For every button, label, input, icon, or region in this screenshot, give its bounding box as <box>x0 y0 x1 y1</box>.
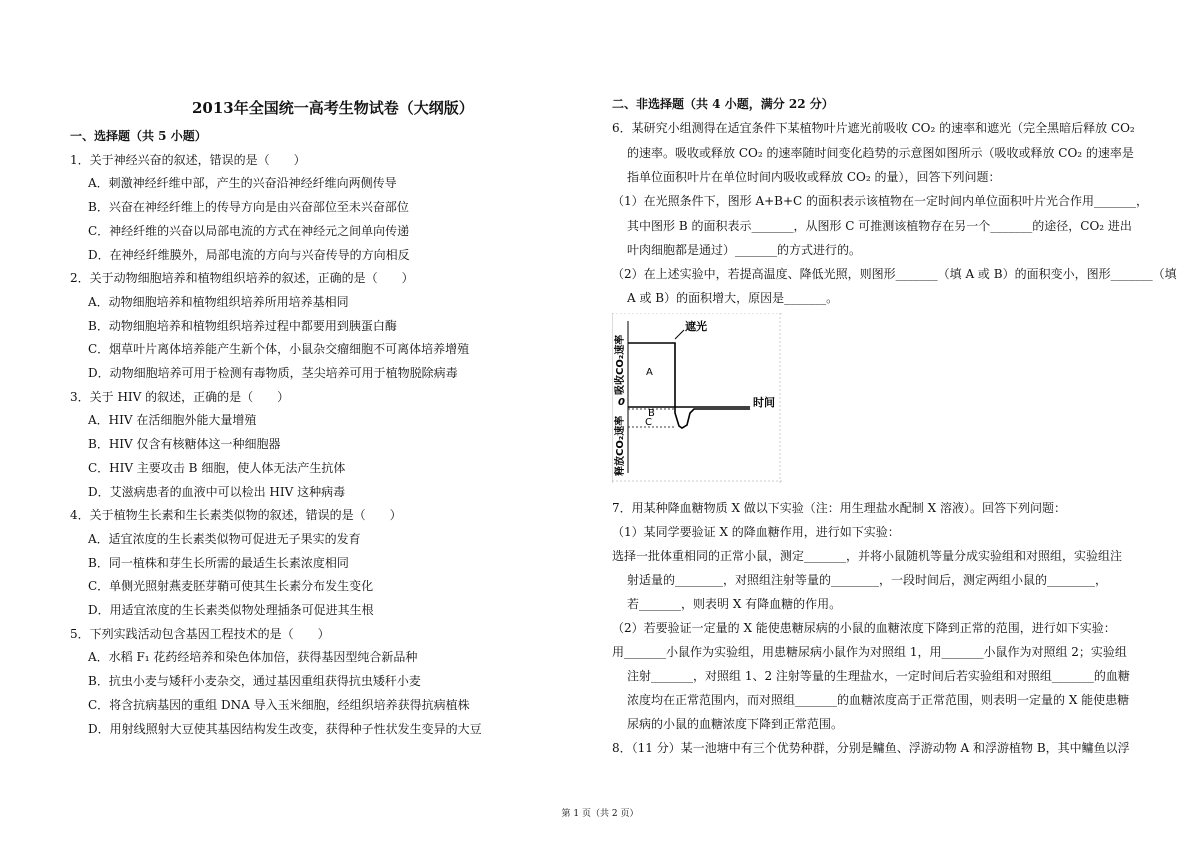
left-line: C．将含抗病基因的重组 DNA 导入玉米细胞，经组织培养获得抗病植株 <box>88 697 470 712</box>
left-line: D．用适宜浓度的生长素类似物处理插条可促进其生根 <box>88 603 374 617</box>
left-line: 5．下列实践活动包含基因工程技术的是（ ） <box>70 626 330 641</box>
left-line: A．动物细胞培养和植物组织培养所用培养基相同 <box>88 294 349 309</box>
right_bottom-line: 选择一批体重相同的正常小鼠，测定_______，并将小鼠随机等量分成实验组和对照组，实验组注 <box>612 549 1123 563</box>
left-line: B．动物细胞培养和植物组织培养过程中都要用到胰蛋白酶 <box>88 318 397 333</box>
region-b-label: B <box>648 408 655 419</box>
right_bottom-line: 浓度均在正常范围内，而对照组_______的血糖浓度高于正常范围，则表明一定量的 X 能使患糖 <box>627 693 1130 707</box>
left-line: 3．关于 HIV 的叙述，正确的是（ ） <box>70 389 290 404</box>
right_bottom-line: 8．（11 分）某一池塘中有三个优势种群，分别是鳙鱼、浮游动物 A 和浮游植物 B，其中鳙鱼以浮 <box>612 741 1130 755</box>
left-line: A．刺激神经纤维中部，产生的兴奋沿神经纤维向两侧传导 <box>88 176 397 191</box>
left-line: D．艾滋病患者的血液中可以检出 HIV 这种病毒 <box>88 484 346 499</box>
right_top-line: （2）在上述实验中，若提高温度、降低光照，则图形_______（填 A 或 B）的面积变小，图形_______（填 <box>612 267 1177 282</box>
left-line: 一、选择题（共 5 小题） <box>70 129 207 143</box>
right_bottom-line: （2）若要验证一定量的 X 能使患糖尿病的小鼠的血糖浓度下降到正常的范围，进行如下实验： <box>612 621 1116 635</box>
right_bottom-line: （1）某同学要验证 X 的降血糖作用，进行如下实验： <box>612 525 900 539</box>
right_top-line: 的速率。吸收或释放 CO₂ 的速率随时间变化趋势的示意图如图所示（吸收或释放 CO₂ 的速率是 <box>627 145 1134 160</box>
left-line: C．单侧光照射燕麦胚芽鞘可使其生长素分布发生变化 <box>88 579 374 594</box>
page-footer: 第 1 页（共 2 页） <box>561 809 639 819</box>
left-line: D．动物细胞培养可用于检测有毒物质，茎尖培养可用于植物脱除病毒 <box>88 366 458 380</box>
page-title: 2013年全国统一高考生物试卷（大纲版） <box>192 99 474 117</box>
right_bottom-line: 7．用某种降血糖物质 X 做以下实验（注：用生理盐水配制 X 溶液）。回答下列问题： <box>612 501 1066 515</box>
right_top-line: A 或 B）的面积增大，原因是_______。 <box>627 291 839 306</box>
region-c-label: C <box>645 417 652 428</box>
right_top-line: （1）在光照条件下，图形 A+B+C 的面积表示该植物在一定时间内单位面积叶片光合作用_______， <box>612 194 1149 209</box>
y-axis-down-label: 释放CO₂速率 <box>615 415 626 476</box>
left-line: B．抗虫小麦与矮秆小麦杂交，通过基因重组获得抗虫矮秆小麦 <box>88 674 421 689</box>
co2-rate-figure <box>612 313 782 483</box>
shade-pointer <box>675 330 684 339</box>
left-line: D．用射线照射大豆使其基因结构发生改变，获得种子性状发生变异的大豆 <box>88 721 482 736</box>
rate-curve <box>628 343 750 428</box>
origin-label: 0 <box>618 397 625 408</box>
right_top-line: 叶肉细胞都是通过）_______的方式进行的。 <box>627 242 862 257</box>
right_bottom-line: 用_______小鼠作为实验组，用患糖尿病小鼠作为对照组 1，用_______小鼠作为对照组 2；实验组 <box>612 645 1127 659</box>
left-line: A．适宜浓度的生长素类似物可促进无子果实的发育 <box>88 531 361 546</box>
region-a-label: A <box>646 367 653 378</box>
right_bottom-line: 注射_______，对照组 1、2 注射等量的生理盐水，一定时间后若实验组和对照组_______的血糖 <box>627 669 1130 683</box>
left-line: B．同一植株和芽生长所需的最适生长素浓度相同 <box>88 555 349 570</box>
right_top-line: 指单位面积叶片在单位时间内吸收或释放 CO₂ 的量），回答下列问题： <box>627 169 1001 184</box>
y-axis-up-label: 吸收CO₂速率 <box>615 334 626 395</box>
x-axis-label: 时间 <box>753 396 775 409</box>
shade-label: 遮光 <box>685 320 707 333</box>
left-line: C．HIV 主要攻击 B 细胞，使人体无法产生抗体 <box>88 460 346 475</box>
right_bottom-line: 尿病的小鼠的血糖浓度下降到正常范围。 <box>627 717 844 731</box>
left-line: B．HIV 仅含有核糖体这一种细胞器 <box>88 437 281 452</box>
left-line: A．水稻 F₁ 花药经培养和染色体加倍，获得基因型纯合新品种 <box>88 650 418 665</box>
right_top-line: 6．某研究小组测得在适宜条件下某植物叶片遮光前吸收 CO₂ 的速率和遮光（完全黑暗后释放 CO₂ <box>612 121 1135 136</box>
left-line: 1．关于神经兴奋的叙述，错误的是（ ） <box>70 152 306 167</box>
right_bottom-line: 若_______，则表明 X 有降血糖的作用。 <box>627 597 842 611</box>
left-line: 2．关于动物细胞培养和植物组织培养的叙述，正确的是（ ） <box>70 271 414 286</box>
right_bottom-line: 射适量的________，对照组注射等量的________，一段时间后，测定两组小鼠的________， <box>627 573 1108 587</box>
left-line: C．神经纤维的兴奋以局部电流的方式在神经元之间单向传递 <box>88 223 410 238</box>
right_top-line: 二、非选择题（共 4 小题，满分 22 分） <box>612 97 834 111</box>
left-line: B．兴奋在神经纤维上的传导方向是由兴奋部位至未兴奋部位 <box>88 200 409 215</box>
left-line: C．烟草叶片离体培养能产生新个体，小鼠杂交瘤细胞不可离体培养增殖 <box>88 342 470 357</box>
left-line: D．在神经纤维膜外，局部电流的方向与兴奋传导的方向相反 <box>88 247 410 262</box>
left-line: A．HIV 在活细胞外能大量增殖 <box>88 413 257 428</box>
left-line: 4．关于植物生长素和生长素类似物的叙述，错误的是（ ） <box>70 508 402 523</box>
right_top-line: 其中图形 B 的面积表示_______，从图形 C 可推测该植物存在另一个_______的途径，CO₂ 进出 <box>627 218 1132 233</box>
